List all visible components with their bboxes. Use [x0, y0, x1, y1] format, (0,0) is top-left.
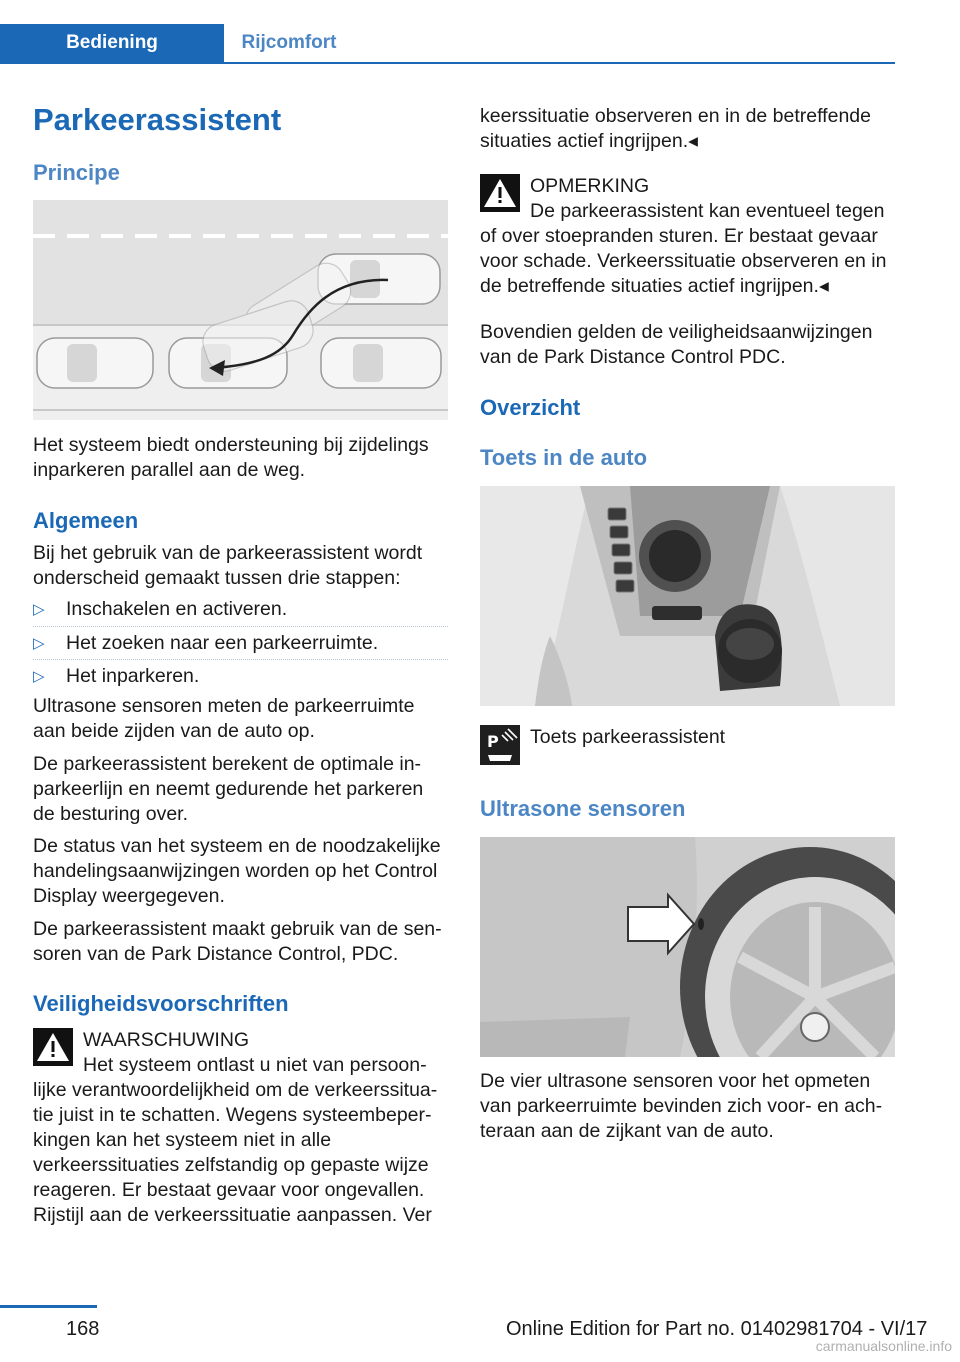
pdc-text: Bovendien gelden de veiligheidsaanwijzingen van de Park Distance Control PDC. [480, 321, 873, 368]
paragraph: Ultrasone sensoren meten de parkeerruimte aan beide zijden van de auto op. [33, 695, 415, 742]
warning-continued: keerssituatie observeren en in de betreffende situaties actief ingrijpen.◂ [480, 105, 871, 152]
section-toets: Toets in de auto [480, 445, 648, 470]
paragraph: De parkeerassistent berekent de optimale inparkeerlijn en neemt gedurende het parkeren de besturing over. [33, 753, 424, 825]
button-caption [480, 725, 895, 765]
note-body: De parkeerassistent kan eventueel tegen of over stoepranden sturen. Er bestaat gevaar voor schade. Verkeerssituatie observeren en in de betreffende situaties actief ingrijpen.◂ [480, 200, 887, 297]
page-bar [0, 1305, 97, 1308]
section-principe: Principe [33, 160, 120, 185]
edition-footer: Online Edition for Part no. 01402981704 - VI/17 [506, 1318, 928, 1340]
section-overzicht: Overzicht [480, 395, 581, 420]
divider [33, 626, 448, 628]
warning-heading: WAARSCHUWING [83, 1029, 250, 1051]
parking-diagram [33, 200, 448, 420]
bullet-triangle-icon: ▷ [33, 668, 45, 685]
watermark: carmanualsonline.info [815, 1338, 952, 1354]
principe-text: Het systeem biedt ondersteuning bij zijdelings inparkeren parallel aan de weg. [33, 434, 429, 481]
sensor-photo-figure [480, 837, 895, 1057]
console-photo-figure [480, 486, 895, 706]
button-caption-text: Toets parkeerassistent [530, 726, 726, 748]
console-photo [480, 486, 895, 706]
header-tabs [0, 24, 895, 64]
sensor-photo [480, 837, 895, 1057]
page-number: 168 [66, 1318, 100, 1340]
bullet-triangle-icon: ▷ [33, 601, 45, 618]
section-algemeen: Algemeen [33, 508, 139, 533]
warning-body: Het systeem ontlast u niet van persoonlijke verantwoordelijkheid om de verkeerssituatie juist in te schatten. Wegens systeembeperkingen kan het systeem niet in alle verkeerssituaties zelfstandig op gepaste wijze reageren. Er bestaat gevaar voor ongevallen. Rijstijl aan de verkeerssituatie aanpassen. Ver [33, 1054, 438, 1226]
paragraph: De parkeerassistent maakt gebruik van de sensoren van de Park Distance Control, PDC. [33, 918, 442, 965]
paragraph: De status van het systeem en de noodzakelijke handelingsaanwijzingen worden op het Control Display weergegeven. [33, 835, 441, 907]
section-sensoren: Ultrasone sensoren [480, 796, 686, 821]
note-heading: OPMERKING [530, 175, 650, 197]
tab-rijcomfort[interactable]: Rijcomfort [241, 32, 337, 53]
sensors-text: De vier ultrasone sensoren voor het opmeten van parkeerruimte bevinden zich voor- en achteraan aan de zijkant van de auto. [480, 1070, 883, 1142]
algemeen-intro: Bij het gebruik van de parkeerassistent wordt onderscheid gemaakt tussen drie stappen: [33, 542, 423, 589]
divider [33, 659, 448, 661]
parking-diagram-figure [33, 200, 448, 420]
bullet-triangle-icon: ▷ [33, 635, 45, 652]
park-assist-button-icon [480, 725, 520, 765]
section-veiligheid: Veiligheidsvoorschriften [33, 991, 289, 1016]
tab-bediening[interactable]: Bediening [0, 24, 224, 62]
page-title: Parkeerassistent [33, 102, 282, 137]
svg-text:P: P [487, 732, 499, 751]
